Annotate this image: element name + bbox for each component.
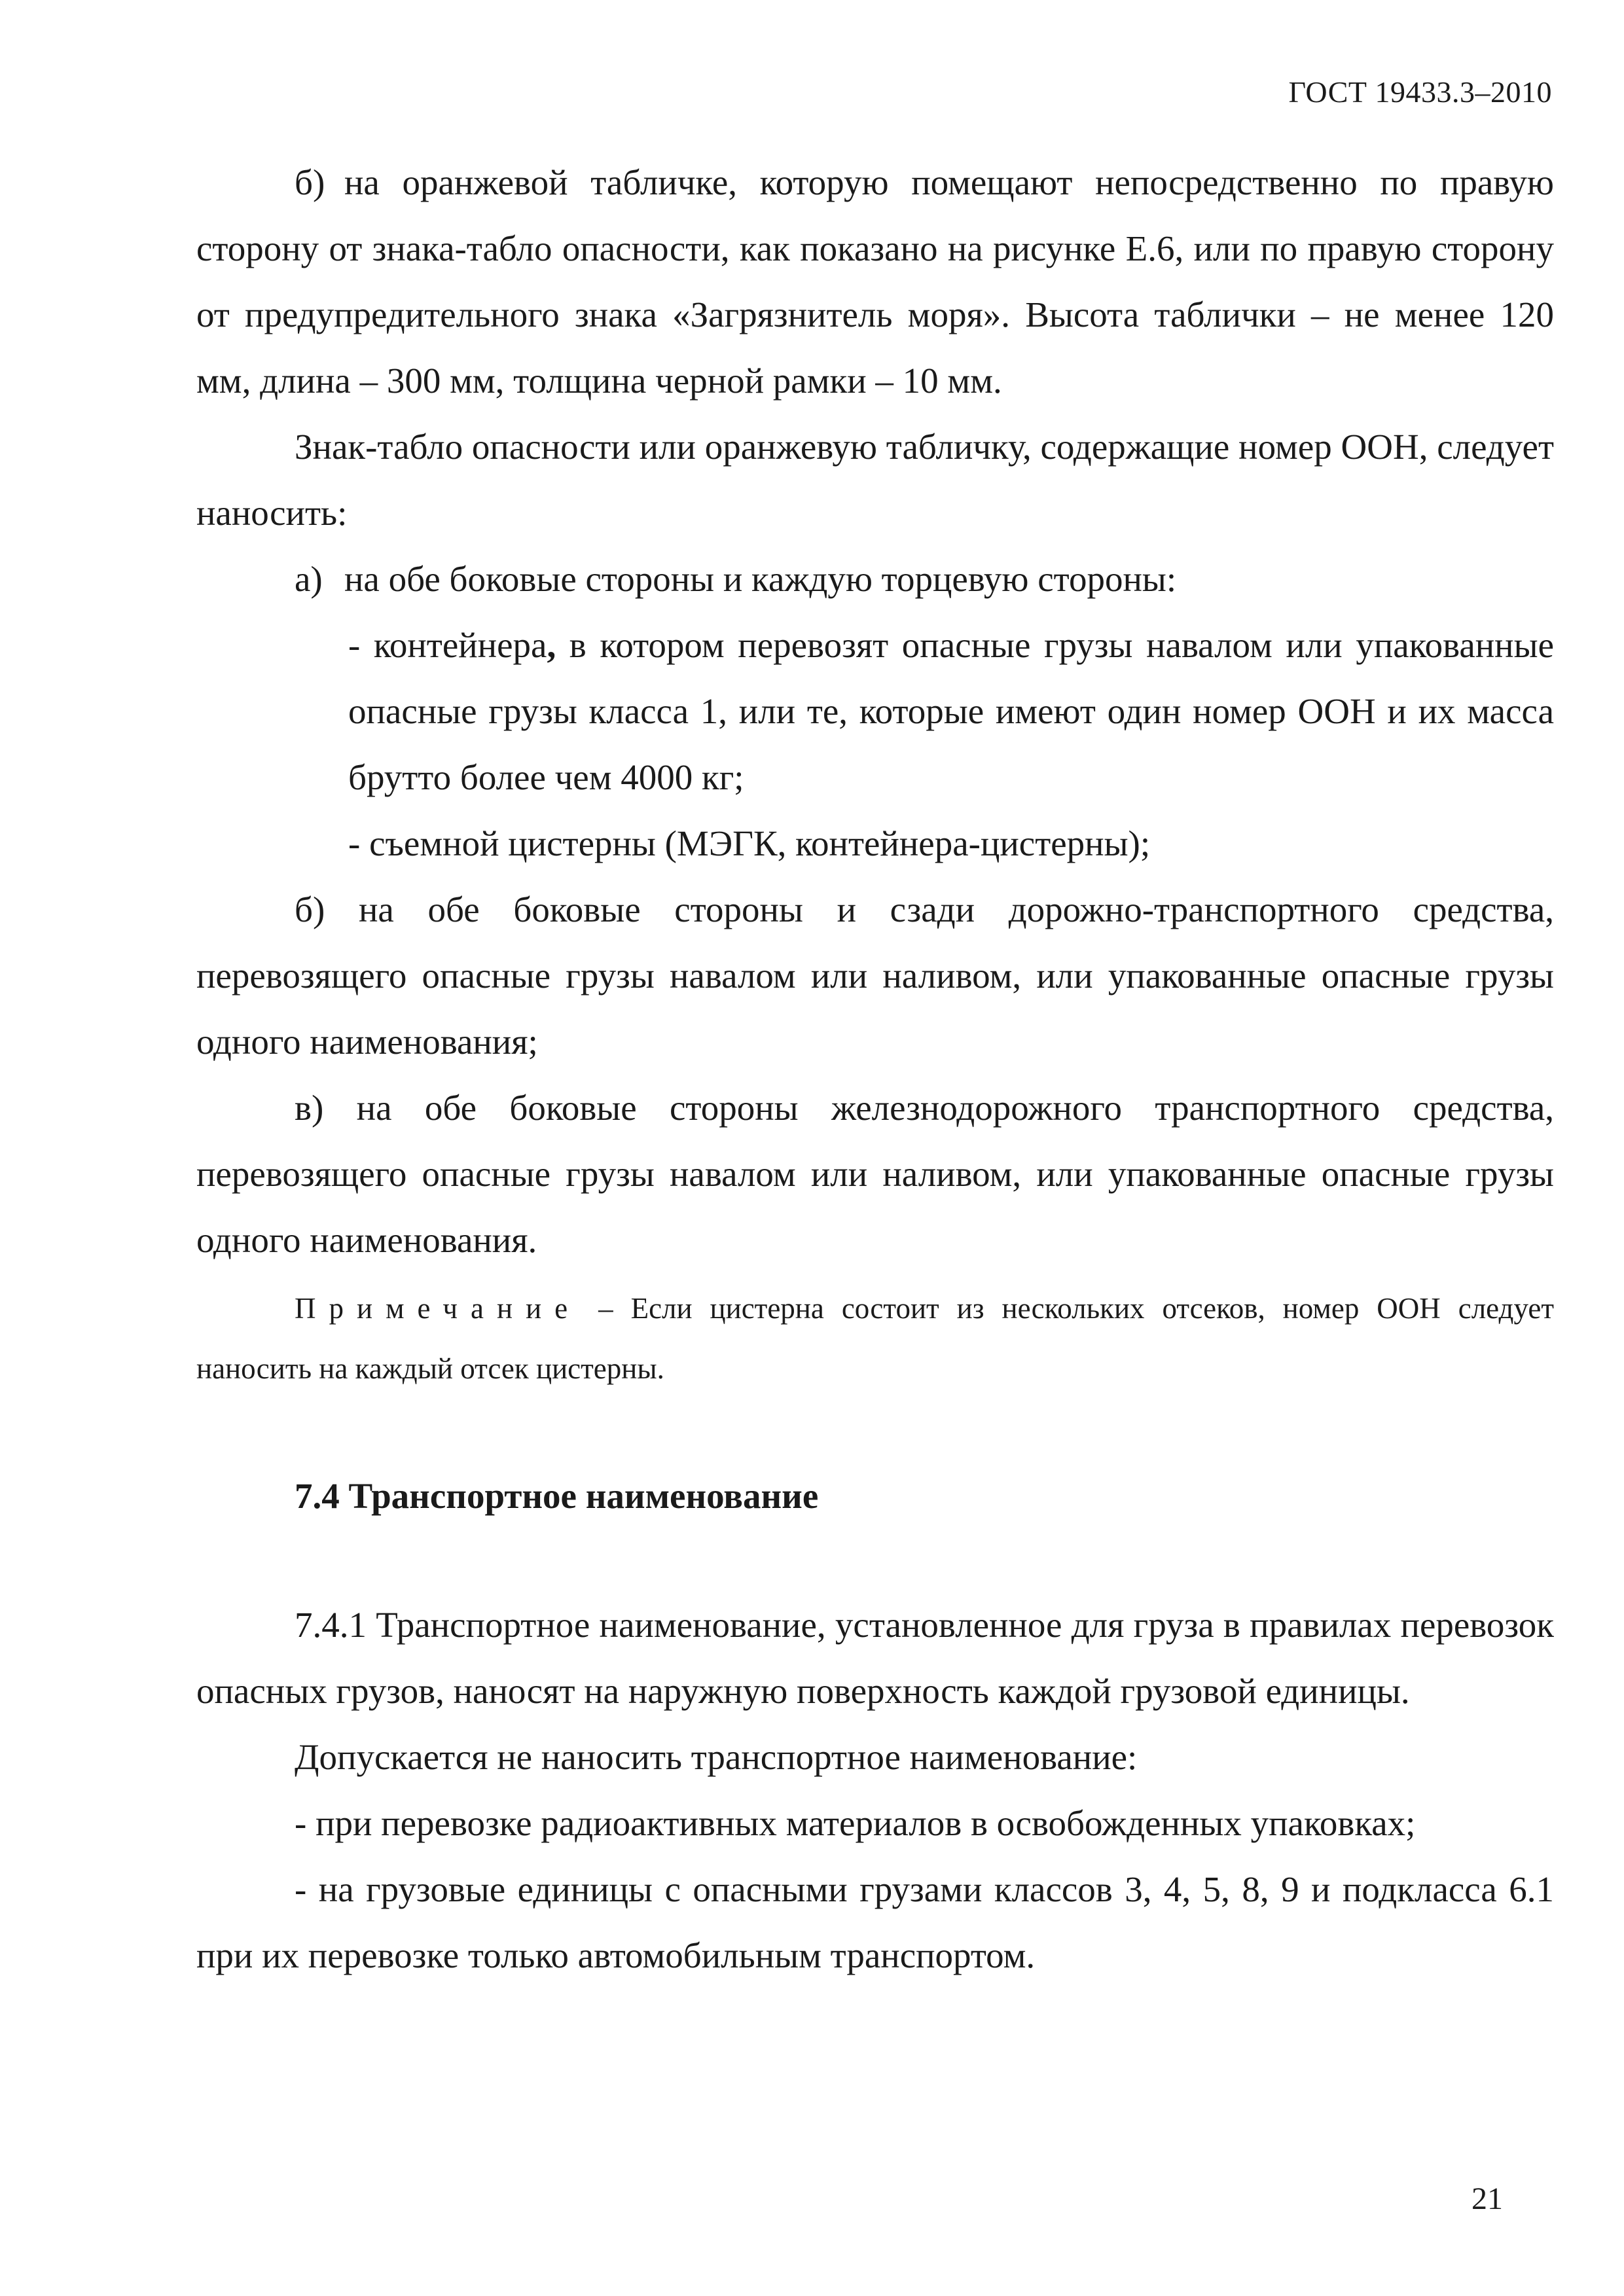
dash-item-radioactive: - при перевозке радиоактивных материалов в освобожденных упаковках; — [295, 1803, 1416, 1843]
note-paragraph — [196, 1278, 1554, 1399]
note-text: – Если цистерна состоит из нескольких отсеков, номер ООН следует наносить на каждый отсек цистерны. — [196, 1292, 1554, 1385]
section-heading-7-4: 7.4 Транспортное наименование — [295, 1476, 819, 1516]
paragraph-allowed: Допускается не наносить транспортное наименование: — [295, 1737, 1138, 1777]
list-item-a — [295, 546, 1554, 612]
list-item-v-rail-vehicle — [196, 1075, 1554, 1273]
list-item-text: на оранжевой табличке, которую помещают непосредственно по правую сторону от знака-табло опасности, как показано на рисунке Е.6, или по правую сторону от предупредительного знака «Загрязнитель моря». Высота таблички – не менее 120 мм, длина – 300 мм, толщина черной рамки – 10 мм. — [196, 162, 1554, 401]
dash-item-comma: , — [547, 625, 556, 665]
dash-item-road-transport: - на грузовые единицы с опасными грузами классов 3, 4, 5, 8, 9 и подкласса 6.1 при их перевозке только автомобильным транспортом. — [196, 1869, 1554, 1975]
list-marker: б) — [295, 162, 325, 202]
list-item-text: на обе боковые стороны и сзади дорожно-транспортного средства, перевозящего опасные грузы навалом или наливом, или упакованные опасные грузы одного наименования; — [196, 889, 1554, 1062]
list-item-text: на обе боковые стороны железнодорожного транспортного средства, перевозящего опасные грузы навалом или наливом, или упакованные опасные грузы одного наименования. — [196, 1088, 1555, 1260]
list-item-b-orange-plate — [196, 149, 1554, 414]
dash-item-container — [348, 612, 1554, 810]
list-marker: а) — [295, 559, 323, 599]
dash-item-text: в котором перевозят опасные грузы навалом или упакованные опасные грузы класса 1, или те, которые имеют один номер ООН и их масса брутто более чем 4000 кг; — [348, 625, 1554, 797]
list-item-text: на обе боковые стороны и каждую торцевую стороны: — [344, 559, 1177, 599]
page-body — [196, 149, 1554, 1988]
list-marker: б) — [295, 889, 325, 929]
document-header: ГОСТ 19433.3–2010 — [1288, 75, 1552, 109]
list-marker: в) — [295, 1088, 324, 1128]
intro-paragraph: Знак-табло опасности или оранжевую табличку, содержащие номер ООН, следует наносить: — [196, 427, 1554, 533]
page-number: 21 — [1471, 2181, 1503, 2216]
dash-item-tank: - съемной цистерны (МЭГК, контейнера-цистерны); — [348, 823, 1151, 863]
list-item-b-road-vehicle — [196, 876, 1554, 1075]
paragraph-7-4-1: 7.4.1 Транспортное наименование, установленное для груза в правилах перевозок опасных грузов, наносят на наружную поверхность каждой грузовой единицы. — [196, 1605, 1554, 1711]
dash-item-prefix: - контейнера — [348, 625, 547, 665]
note-label: Примечание — [295, 1292, 581, 1325]
